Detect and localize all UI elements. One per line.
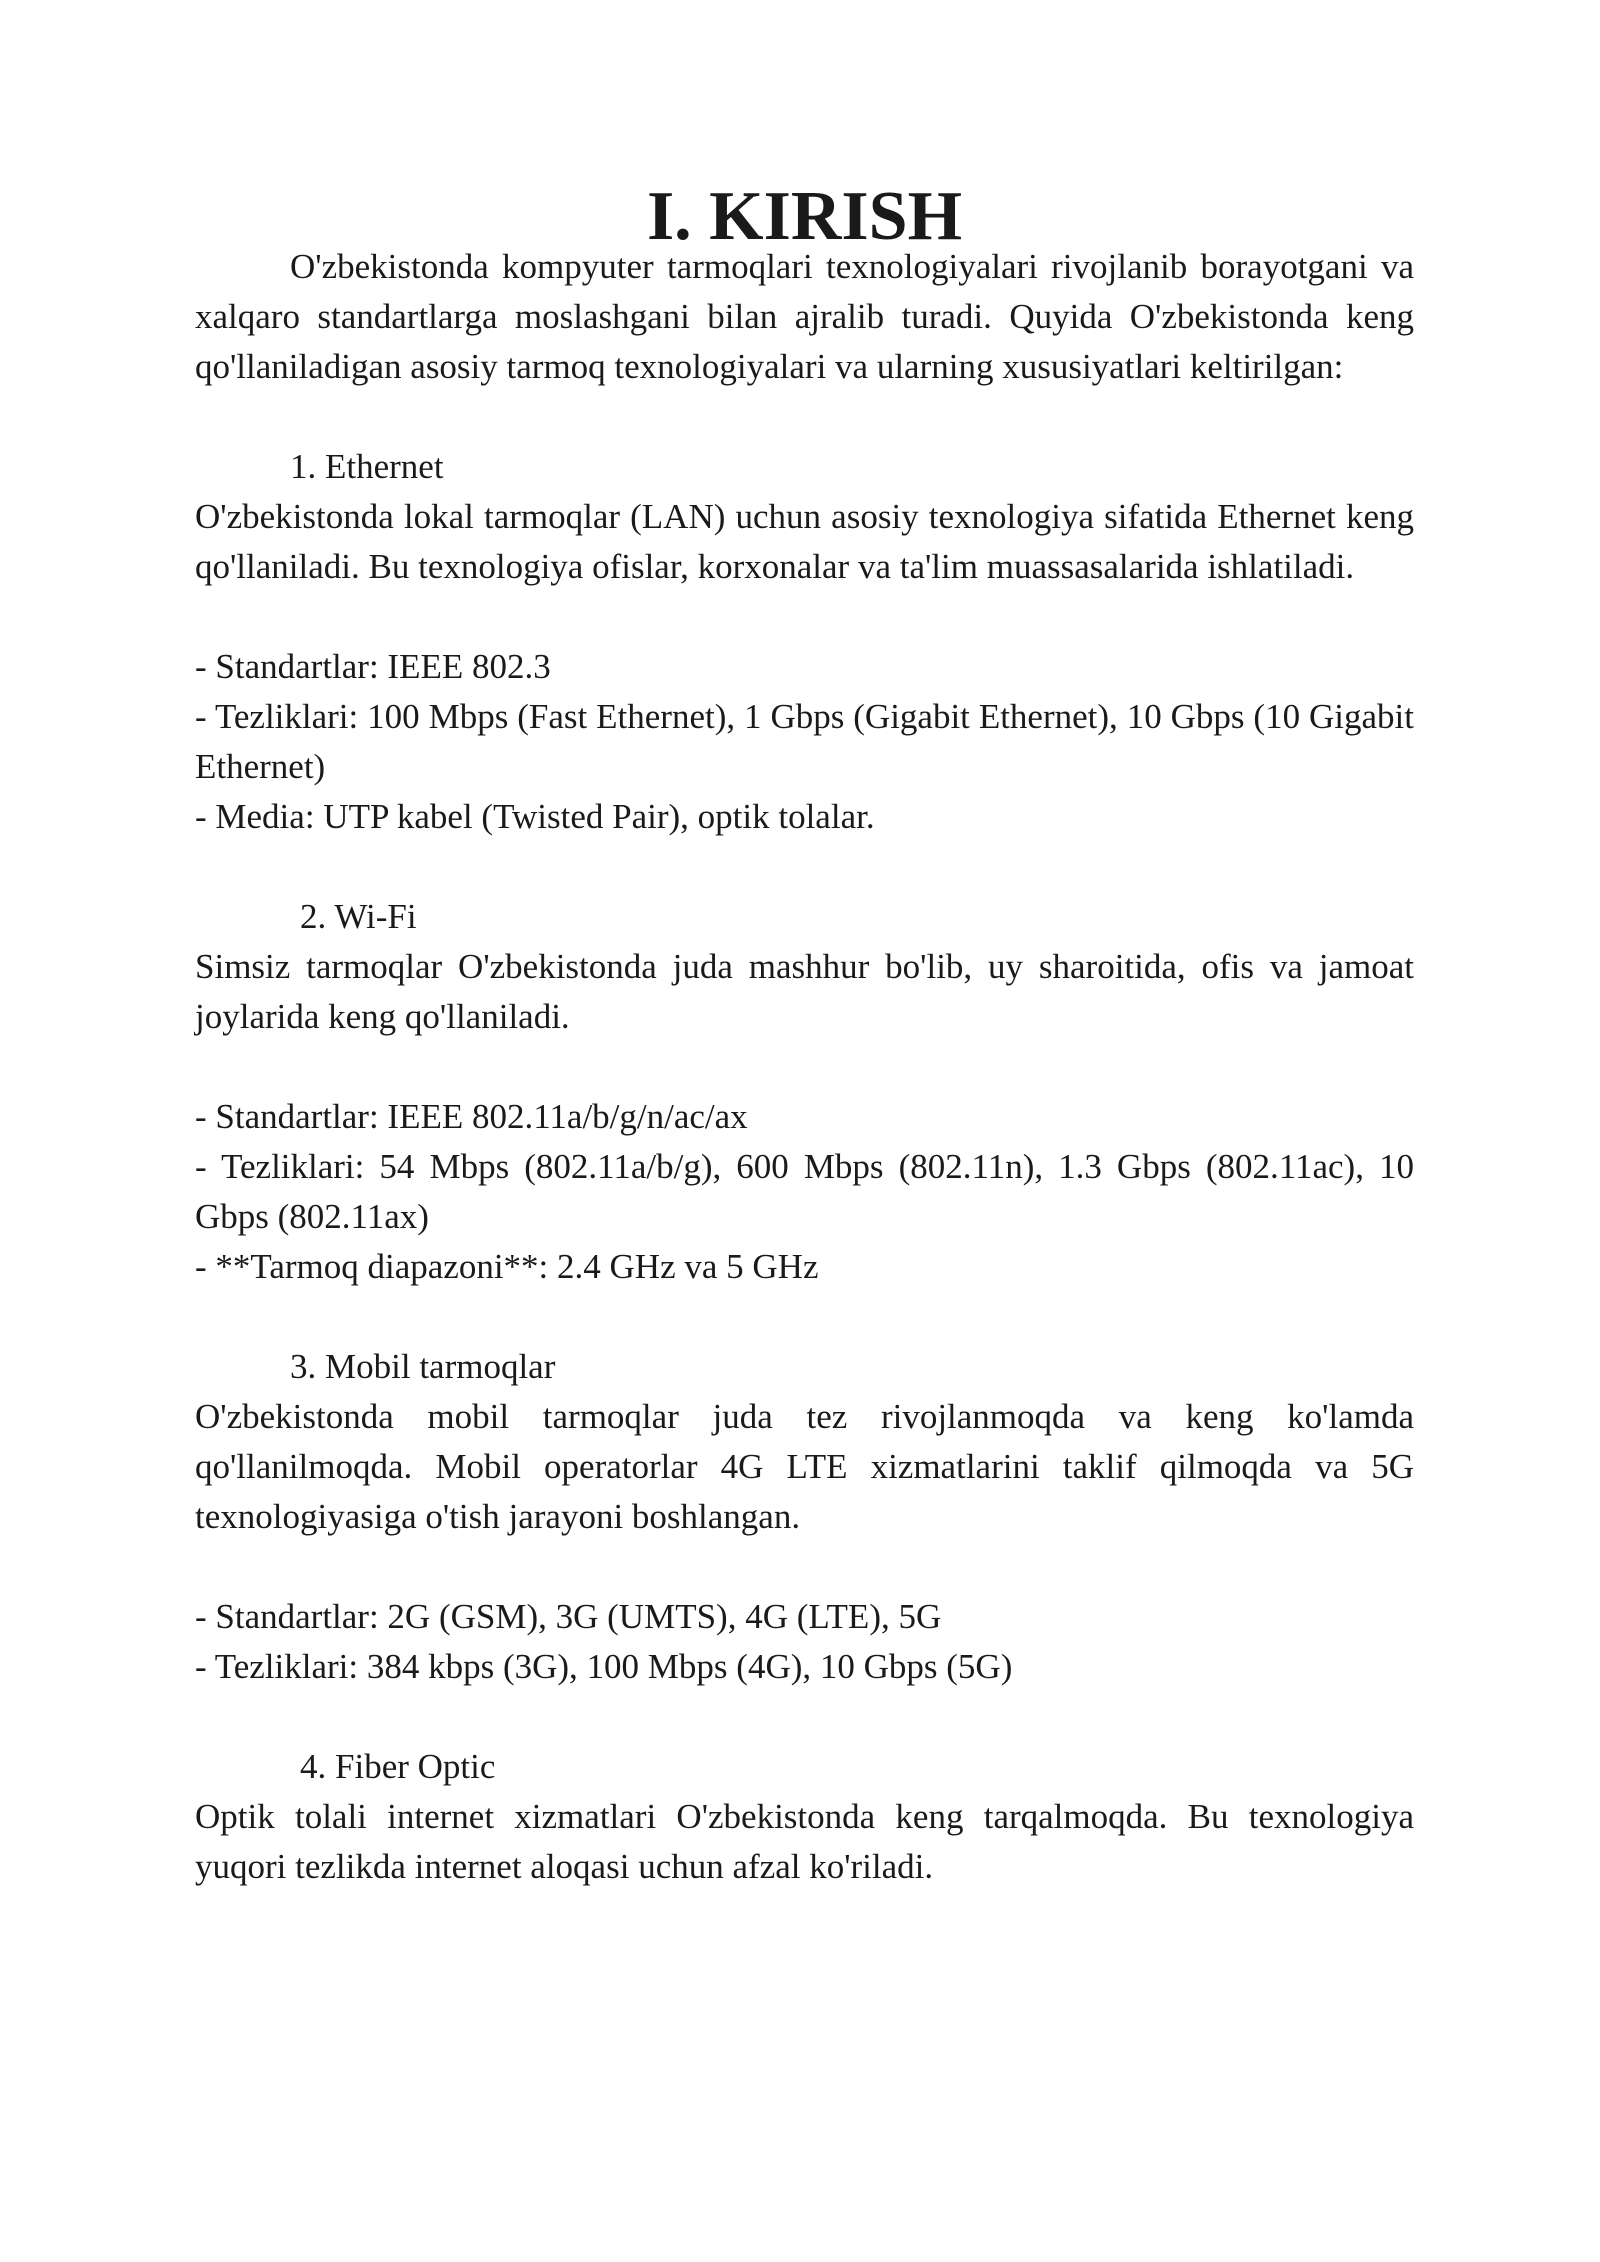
spacer	[195, 842, 1414, 892]
spec-line: - Standartlar: 2G (GSM), 3G (UMTS), 4G (LTE), 5G	[195, 1597, 942, 1636]
spacer	[195, 1542, 1414, 1592]
spacer	[195, 1042, 1414, 1092]
section-heading-mobile: 3. Mobil tarmoqlar	[290, 1347, 556, 1386]
spacer	[195, 1292, 1414, 1342]
page-title: I. KIRISH	[646, 178, 963, 255]
spec-line: - Media: UTP kabel (Twisted Pair), optik tolalar.	[195, 797, 875, 836]
spec-line: - Tezliklari: 100 Mbps (Fast Ethernet), 1 Gbps (Gigabit Ethernet), 10 Gbps (10 Gigabit Ethernet)	[195, 697, 1414, 786]
spec-line: - **Tarmoq diapazoni**: 2.4 GHz va 5 GHz	[195, 1247, 819, 1286]
spacer	[195, 592, 1414, 642]
section-text-mobile: O'zbekistonda mobil tarmoqlar juda tez rivojlanmoqda va keng ko'lamda qo'llanilmoqda. Mobil operatorlar 4G LTE xizmatlarini taklif qilmoqda va 5G texnologiyasiga o'tish jarayoni boshlangan.	[195, 1397, 1414, 1536]
intro-paragraph: O'zbekistonda kompyuter tarmoqlari texnologiyalari rivojlanib borayotgani va xalqaro standartlarga moslashgani bilan ajralib turadi. Quyida O'zbekistonda keng qo'llaniladigan asosiy tarmoq texnologiyalari va ularning xususiyatlari keltirilgan:	[195, 247, 1414, 386]
document-body	[195, 178, 1414, 1892]
section-text-fiber: Optik tolali internet xizmatlari O'zbekistonda keng tarqalmoqda. Bu texnologiya yuqori tezlikda internet aloqasi uchun afzal ko'riladi.	[195, 1797, 1414, 1886]
section-heading-ethernet: 1. Ethernet	[290, 447, 444, 486]
spec-line: - Standartlar: IEEE 802.11a/b/g/n/ac/ax	[195, 1097, 748, 1136]
spec-line: - Standartlar: IEEE 802.3	[195, 647, 551, 686]
spec-line: - Tezliklari: 384 kbps (3G), 100 Mbps (4G), 10 Gbps (5G)	[195, 1647, 1013, 1686]
section-heading-fiber: 4. Fiber Optic	[300, 1747, 496, 1786]
spacer	[195, 1692, 1414, 1742]
section-heading-wifi: 2. Wi-Fi	[300, 897, 417, 936]
section-text-wifi: Simsiz tarmoqlar O'zbekistonda juda mashhur bo'lib, uy sharoitida, ofis va jamoat joylarida keng qo'llaniladi.	[195, 947, 1414, 1036]
spacer	[195, 392, 1414, 442]
section-text-ethernet: O'zbekistonda lokal tarmoqlar (LAN) uchun asosiy texnologiya sifatida Ethernet keng qo'llaniladi. Bu texnologiya ofislar, korxonalar va ta'lim muassasalarida ishlatiladi.	[195, 497, 1414, 586]
spec-line: - Tezliklari: 54 Mbps (802.11a/b/g), 600 Mbps (802.11n), 1.3 Gbps (802.11ac), 10 Gbps (802.11ax)	[195, 1147, 1414, 1236]
